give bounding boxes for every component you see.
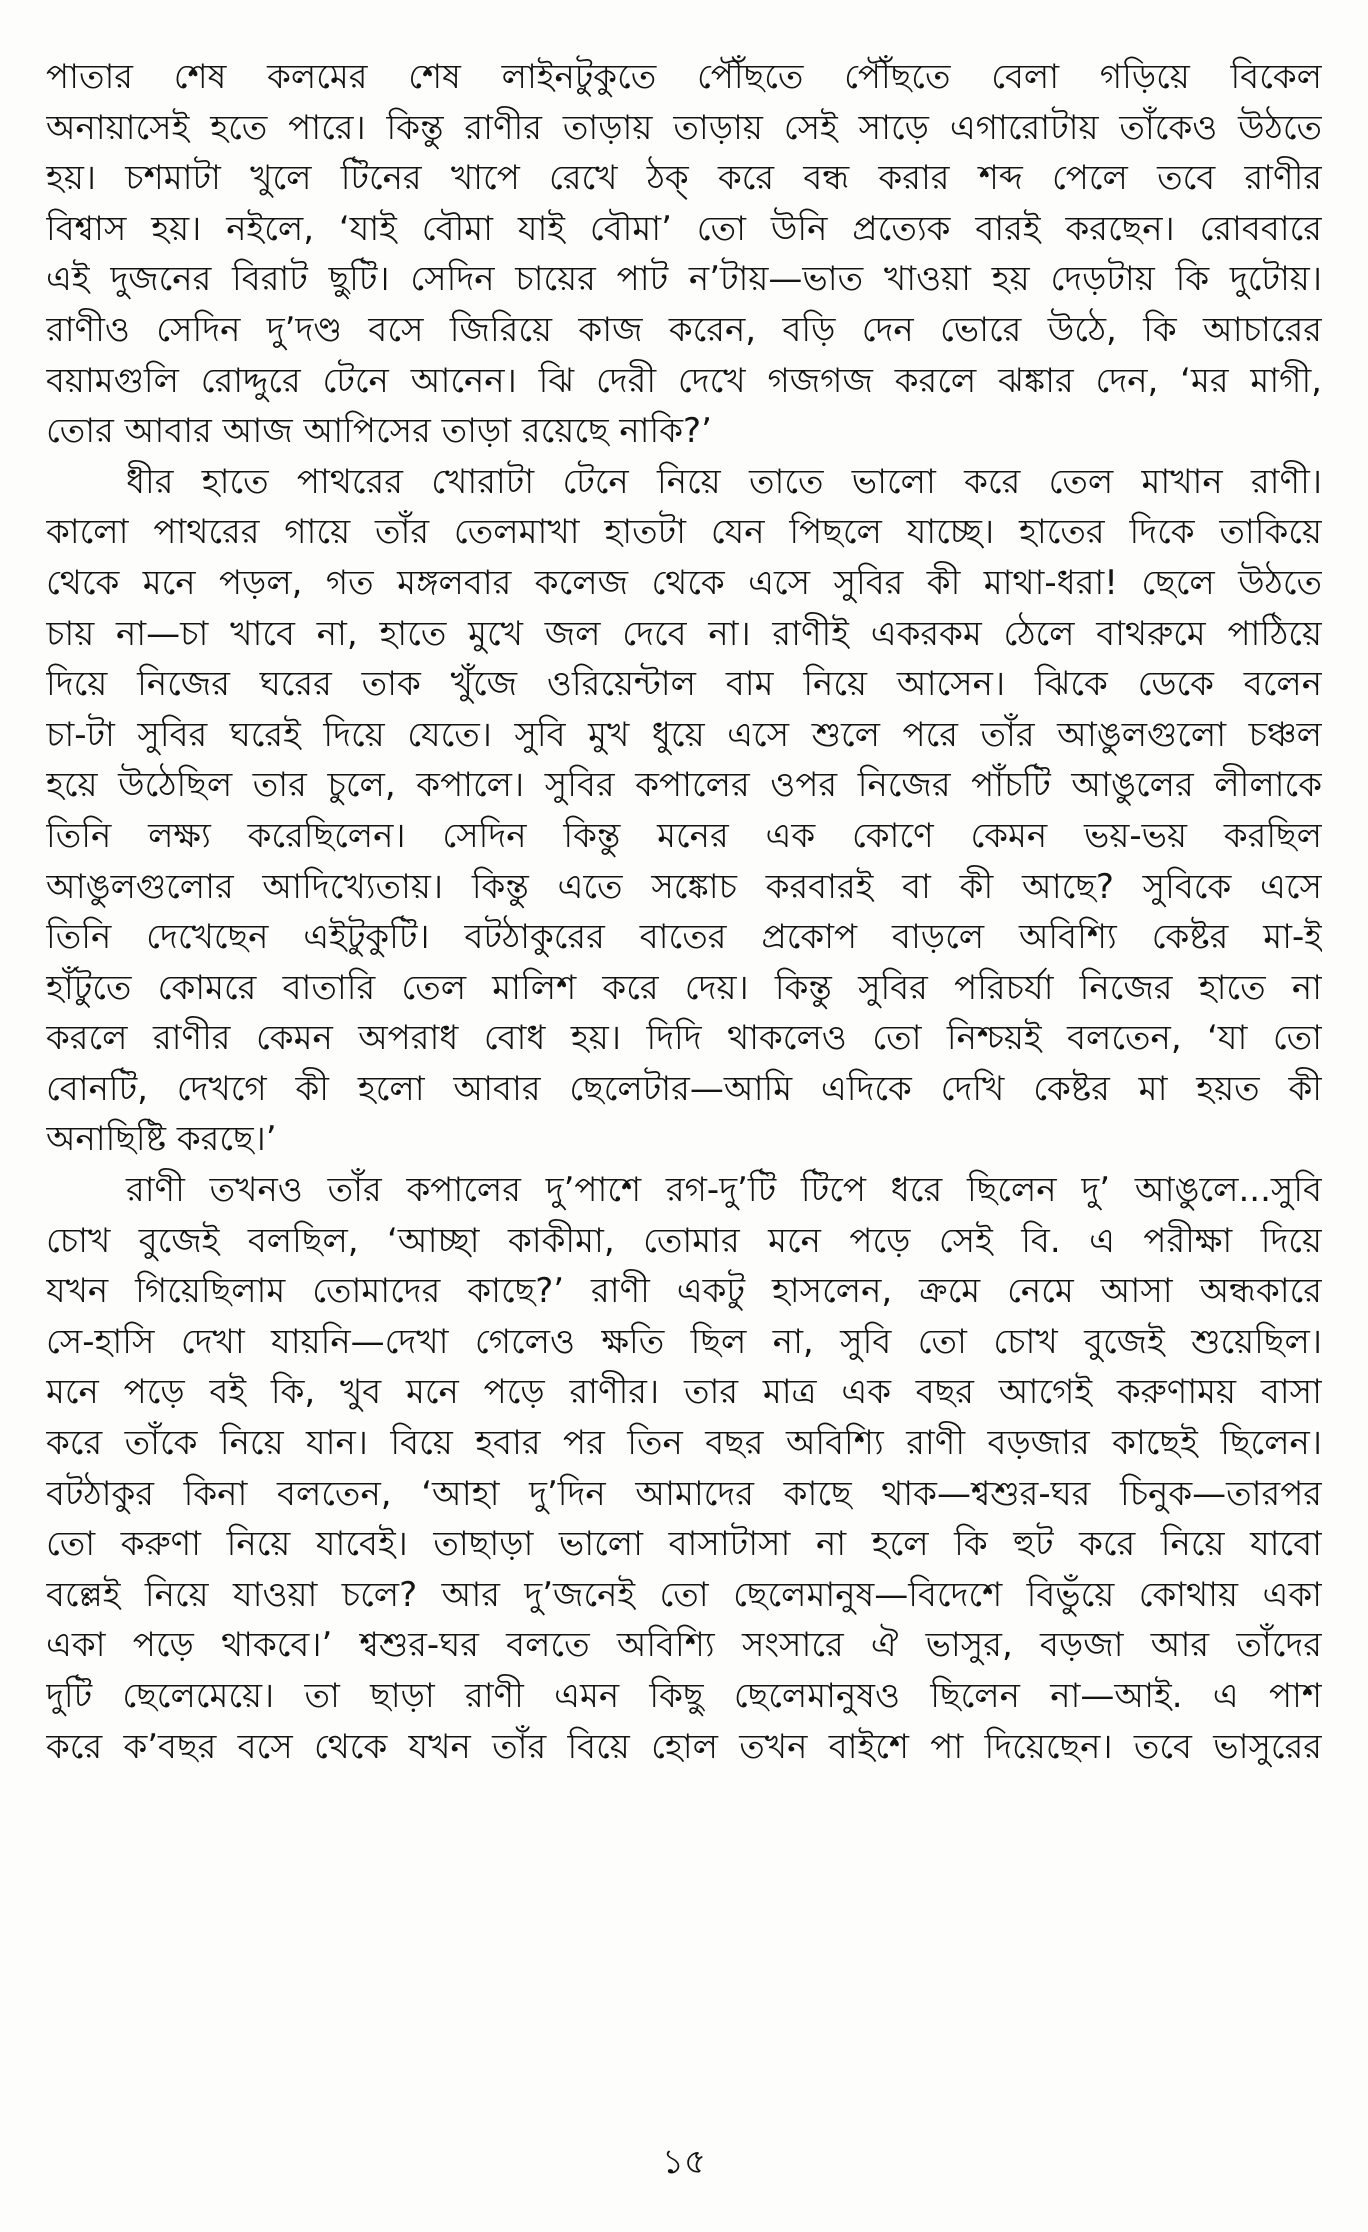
text-line: অনায়াসেই হতে পারে। কিন্তু রাণীর তাড়ায় তাড়ায় সেই সাড়ে এগারোটায় তাঁকেও উঠতে (46, 107, 1322, 148)
text-line: পাতার শেষ কলমের শেষ লাইনটুকুতে পৌঁছতে পৌঁছতে বেলা গড়িয়ে বিকেল (46, 57, 1322, 97)
text-line: বয়ামগুলি রোদ্দুরে টেনে আনেন। ঝি দেরী দেখে গজগজ করলে ঝঙ্কার দেন, ‘মর মাগী, (46, 360, 1322, 401)
text-line: বল্লেই নিয়ে যাওয়া চলে? আর দু’জনেই তো ছেলেমানুষ—বিদেশে বিভুঁয়ে কোথায় একা (46, 1574, 1322, 1615)
text-line: থেকে মনে পড়ল, গত মঙ্গলবার কলেজ থেকে এসে সুবির কী মাথা-ধরা! ছেলে উঠতে (46, 562, 1322, 603)
text-line: বোনটি, দেখগে কী হলো আবার ছেলেটার—আমি এদিকে দেখি কেষ্টর মা হয়ত কী (46, 1068, 1322, 1109)
text-line: চা-টা সুবির ঘরেই দিয়ে যেতে। সুবি মুখ ধুয়ে এসে শুলে পরে তাঁর আঙুলগুলো চঞ্চল (46, 714, 1322, 755)
text-line: দিয়ে নিজের ঘরের তাক খুঁজে ওরিয়েন্টাল বাম নিয়ে আসেন। ঝিকে ডেকে বলেন (46, 664, 1322, 705)
text-line: হয়ে উঠেছিল তার চুলে, কপালে। সুবির কপালের ওপর নিজের পাঁচটি আঙুলের লীলাকে (46, 765, 1322, 806)
paragraph-start-line: রাণী তখনও তাঁর কপালের দু’পাশে রগ-দু’টি টিপে ধরে ছিলেন দু’ আঙুলে...সুবি (126, 1170, 1322, 1211)
text-line: করলে রাণীর কেমন অপরাধ বোধ হয়। দিদি থাকলেও তো নিশ্চয়ই বলতেন, ‘যা তো (46, 1018, 1322, 1059)
text-line: চায় না—চা খাবে না, হাতে মুখে জল দেবে না। রাণীই একরকম ঠেলে বাথরুমে পাঠিয়ে (46, 613, 1322, 654)
text-line: বিশ্বাস হয়। নইলে, ‘যাই বৌমা যাই বৌমা’ তো উনি প্রত্যেক বারই করছেন। রোববারে (46, 208, 1322, 249)
text-line: মনে পড়ে বই কি, খুব মনে পড়ে রাণীর। তার মাত্র এক বছর আগেই করুণাময় বাসা (46, 1372, 1322, 1413)
text-line: করে তাঁকে নিয়ে যান। বিয়ে হবার পর তিন বছর অবিশ্যি রাণী বড়জার কাছেই ছিলেন। (46, 1423, 1322, 1464)
text-line: রাণীও সেদিন দু’দণ্ড বসে জিরিয়ে কাজ করেন, বড়ি দেন ভোরে উঠে, কি আচারের (46, 309, 1322, 350)
text-line: দুটি ছেলেমেয়ে। তা ছাড়া রাণী এমন কিছু ছেলেমানুষও ছিলেন না—আই. এ পাশ (46, 1676, 1322, 1716)
text-line: চোখ বুজেই বলছিল, ‘আচ্ছা কাকীমা, তোমার মনে পড়ে সেই বি. এ পরীক্ষা দিয়ে (46, 1220, 1322, 1261)
text-line: তো করুণা নিয়ে যাবেই। তাছাড়া ভালো বাসাটাসা না হলে কি হুট করে নিয়ে যাবো (46, 1524, 1322, 1565)
text-line: অনাছিষ্টি করছে।’ (46, 1119, 277, 1160)
text-line: আঙুলগুলোর আদিখ্যেতায়। কিন্তু এতে সঙ্কোচ করবারই বা কী আছে? সুবিকে এসে (46, 866, 1322, 907)
text-line: যখন গিয়েছিলাম তোমাদের কাছে?’ রাণী একটু হাসলেন, ক্রমে নেমে আসা অন্ধকারে (46, 1271, 1322, 1312)
text-line: তোর আবার আজ আপিসের তাড়া রয়েছে নাকি?’ (46, 411, 712, 452)
text-line: বটঠাকুর কিনা বলতেন, ‘আহা দু’দিন আমাদের কাছে থাক—শ্বশুর-ঘর চিনুক—তারপর (46, 1473, 1322, 1514)
text-line: একা পড়ে থাকবে।’ শ্বশুর-ঘর বলতে অবিশ্যি সংসারে ঐ ভাসুর, বড়জা আর তাঁদের (46, 1625, 1322, 1666)
body-text (46, 52, 1322, 1772)
text-line: সে-হাসি দেখা যায়নি—দেখা গেলেও ক্ষতি ছিল না, সুবি তো চোখ বুজেই শুয়েছিল। (46, 1321, 1322, 1362)
text-line: কালো পাথরের গায়ে তাঁর তেলমাখা হাতটা যেন পিছলে যাচ্ছে। হাতের দিকে তাকিয়ে (46, 512, 1322, 553)
text-line: হয়। চশমাটা খুলে টিনের খাপে রেখে ঠক্ করে বন্ধ করার শব্দ পেলে তবে রাণীর (46, 158, 1322, 199)
text-line: তিনি লক্ষ্য করেছিলেন। সেদিন কিন্তু মনের এক কোণে কেমন ভয়-ভয় করছিল (46, 815, 1322, 856)
paragraph-start-line: ধীর হাতে পাথরের খোরাটা টেনে নিয়ে তাতে ভালো করে তেল মাখান রাণী। (126, 461, 1322, 502)
text-line: করে ক’বছর বসে থেকে যখন তাঁর বিয়ে হোল তখন বাইশে পা দিয়েছেন। তবে ভাসুরের (46, 1726, 1322, 1767)
text-line: এই দুজনের বিরাট ছুটি। সেদিন চায়ের পাট ন’টায়—ভাত খাওয়া হয় দেড়টায় কি দুটোয়। (46, 259, 1322, 300)
text-line: হাঁটুতে কোমরে বাতারি তেল মালিশ করে দেয়। কিন্তু সুবির পরিচর্যা নিজের হাতে না (46, 967, 1322, 1008)
page-number: ১৫ (661, 2142, 707, 2182)
text-line: তিনি দেখেছেন এইটুকুটি। বটঠাকুরের বাতের প্রকোপ বাড়লে অবিশ্যি কেষ্টর মা-ই (46, 917, 1322, 958)
